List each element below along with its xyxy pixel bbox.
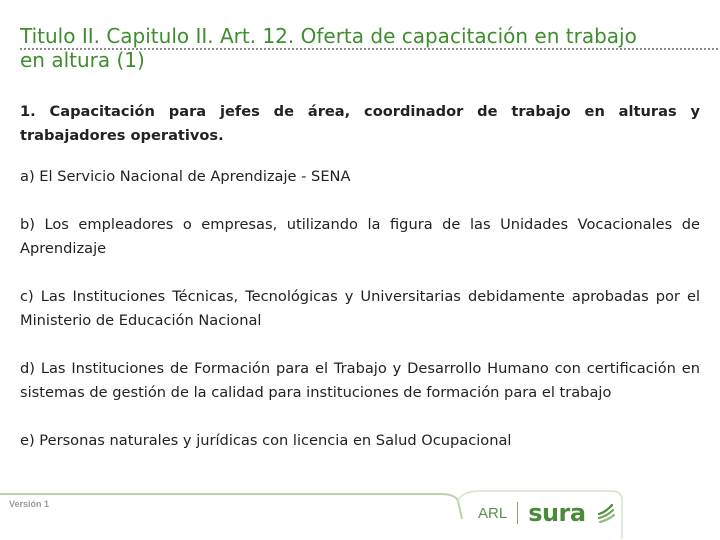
slide-body bbox=[20, 100, 700, 453]
lead-paragraph: 1. Capacitación para jefes de área, coordinador de trabajo en alturas y trabajadores operativos. bbox=[20, 103, 700, 144]
logo-sura-text: sura bbox=[528, 499, 586, 527]
list-item-e: e) Personas naturales y jurídicas con licencia en Salud Ocupacional bbox=[20, 432, 512, 449]
slide-title: Titulo II. Capitulo II. Art. 12. Oferta de capacitación en trabajo en altura (1) bbox=[20, 24, 637, 72]
list-item-d: d) Las Instituciones de Formación para el Trabajo y Desarrollo Humano con certificación en sistemas de gestión de la calidad para instituciones de formación para el trabajo bbox=[20, 360, 700, 401]
list-item-a: a) El Servicio Nacional de Aprendizaje - SENA bbox=[20, 168, 351, 185]
list-item-b: b) Los empleadores o empresas, utilizando la figura de las Unidades Vocacionales de Aprendizaje bbox=[20, 216, 700, 257]
logo-arl-text: ARL bbox=[478, 504, 508, 522]
logo-separator bbox=[517, 502, 518, 524]
arl-sura-logo bbox=[478, 498, 616, 528]
title-divider bbox=[20, 48, 718, 50]
version-label: Versión 1 bbox=[9, 499, 50, 509]
list-item-c: c) Las Instituciones Técnicas, Tecnológicas y Universitarias debidamente aprobadas por el Ministerio de Educación Nacional bbox=[20, 288, 700, 329]
sura-leaf-icon bbox=[596, 502, 616, 524]
